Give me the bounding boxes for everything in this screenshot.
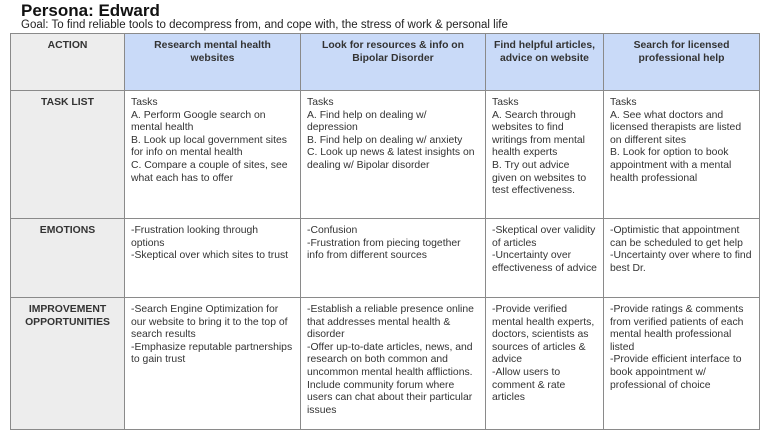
- persona-title: Persona: Edward: [21, 1, 160, 20]
- table-cell: [301, 91, 486, 219]
- cell-line: -Search Engine Optimization for our website to bring it to the top of search results: [131, 304, 288, 341]
- column-header: Research mental health websites: [125, 34, 301, 91]
- cell-line: C. Compare a couple of sites, see what each has to offer: [131, 159, 288, 184]
- table-cell: [125, 298, 301, 430]
- cell-line: C. Look up news & latest insights on dealing w/ Bipolar disorder: [307, 147, 475, 171]
- cell-line: B. Look for option to book appointment with a mental health professional: [610, 147, 732, 184]
- table-cell: [486, 298, 604, 430]
- cell-line: -Skeptical over which sites to trust: [131, 250, 289, 262]
- table-cell: [604, 298, 760, 430]
- cell-line: Tasks: [307, 97, 334, 108]
- improvement-row: [11, 298, 760, 430]
- table-cell: [486, 91, 604, 219]
- column-header: Find helpful articles, advice on website: [486, 34, 604, 91]
- cell-line: A. Search through websites to find writings from mental health experts: [492, 109, 585, 159]
- table-cell: [301, 298, 486, 430]
- table-cell: [604, 91, 760, 219]
- column-header: Look for resources & info on Bipolar Disorder: [301, 34, 486, 91]
- cell-line: -Skeptical over validity of articles: [492, 225, 596, 249]
- cell-line: -Allow users to comment & rate articles: [492, 366, 566, 404]
- cell-line: -Uncertainty over effectiveness of advice: [492, 250, 597, 274]
- table-cell: [486, 219, 604, 298]
- journey-map-table: [10, 33, 760, 430]
- cell-line: Tasks: [492, 97, 519, 108]
- action-header: ACTION: [11, 34, 125, 91]
- cell-line: A. See what doctors and licensed therapists are listed on different sites: [610, 109, 742, 146]
- row-label: EMOTIONS: [11, 219, 125, 298]
- task-list-row: [11, 91, 760, 219]
- emotions-row: [11, 219, 760, 298]
- cell-line: -Provide efficient interface to book appointment w/ professional of choice: [610, 354, 742, 391]
- cell-line: -Provide ratings & comments from verified patients of each mental health professional listed: [610, 304, 744, 353]
- cell-line: -Frustration looking through options: [131, 225, 259, 249]
- cell-line: -Frustration from piecing together info from different sources: [307, 237, 461, 262]
- cell-line: Tasks: [131, 97, 158, 108]
- cell-line: -Provide verified mental health experts, doctors, scientists as sources of articles & advice: [492, 304, 595, 366]
- cell-line: -Confusion: [307, 225, 358, 236]
- table-cell: [125, 91, 301, 219]
- cell-line: -Emphasize reputable partnerships to gain trust: [131, 341, 293, 366]
- cell-line: -Establish a reliable presence online that addresses mental health & disorder: [307, 304, 474, 341]
- persona-goal: Goal: To find reliable tools to decompress from, and cope with, the stress of work & personal life: [21, 19, 508, 31]
- table-cell: [604, 219, 760, 298]
- cell-line: A. Find help on dealing w/ depression: [307, 109, 427, 134]
- cell-line: B. Look up local government sites for info on mental health: [131, 134, 287, 159]
- table-cell: [301, 219, 486, 298]
- row-label: TASK LIST: [11, 91, 125, 219]
- column-header: Search for licensed professional help: [604, 34, 760, 91]
- cell-line: Tasks: [610, 97, 637, 108]
- cell-line: A. Perform Google search on mental health: [131, 109, 266, 134]
- row-label: IMPROVEMENT OPPORTUNITIES: [11, 298, 125, 430]
- cell-line: B. Find help on dealing w/ anxiety: [307, 134, 463, 146]
- cell-line: -Optimistic that appointment can be scheduled to get help: [610, 225, 743, 249]
- table-cell: [125, 219, 301, 298]
- cell-line: -Uncertainty over where to find best Dr.: [610, 250, 752, 274]
- header-row: [11, 34, 760, 91]
- cell-line: B. Try out advice given on websites to test effectiveness.: [492, 159, 587, 197]
- cell-line: -Offer up-to-date articles, news, and research on both common and uncommon mental health afflictions. Include community forum where users can chat about their particular issues: [307, 341, 473, 416]
